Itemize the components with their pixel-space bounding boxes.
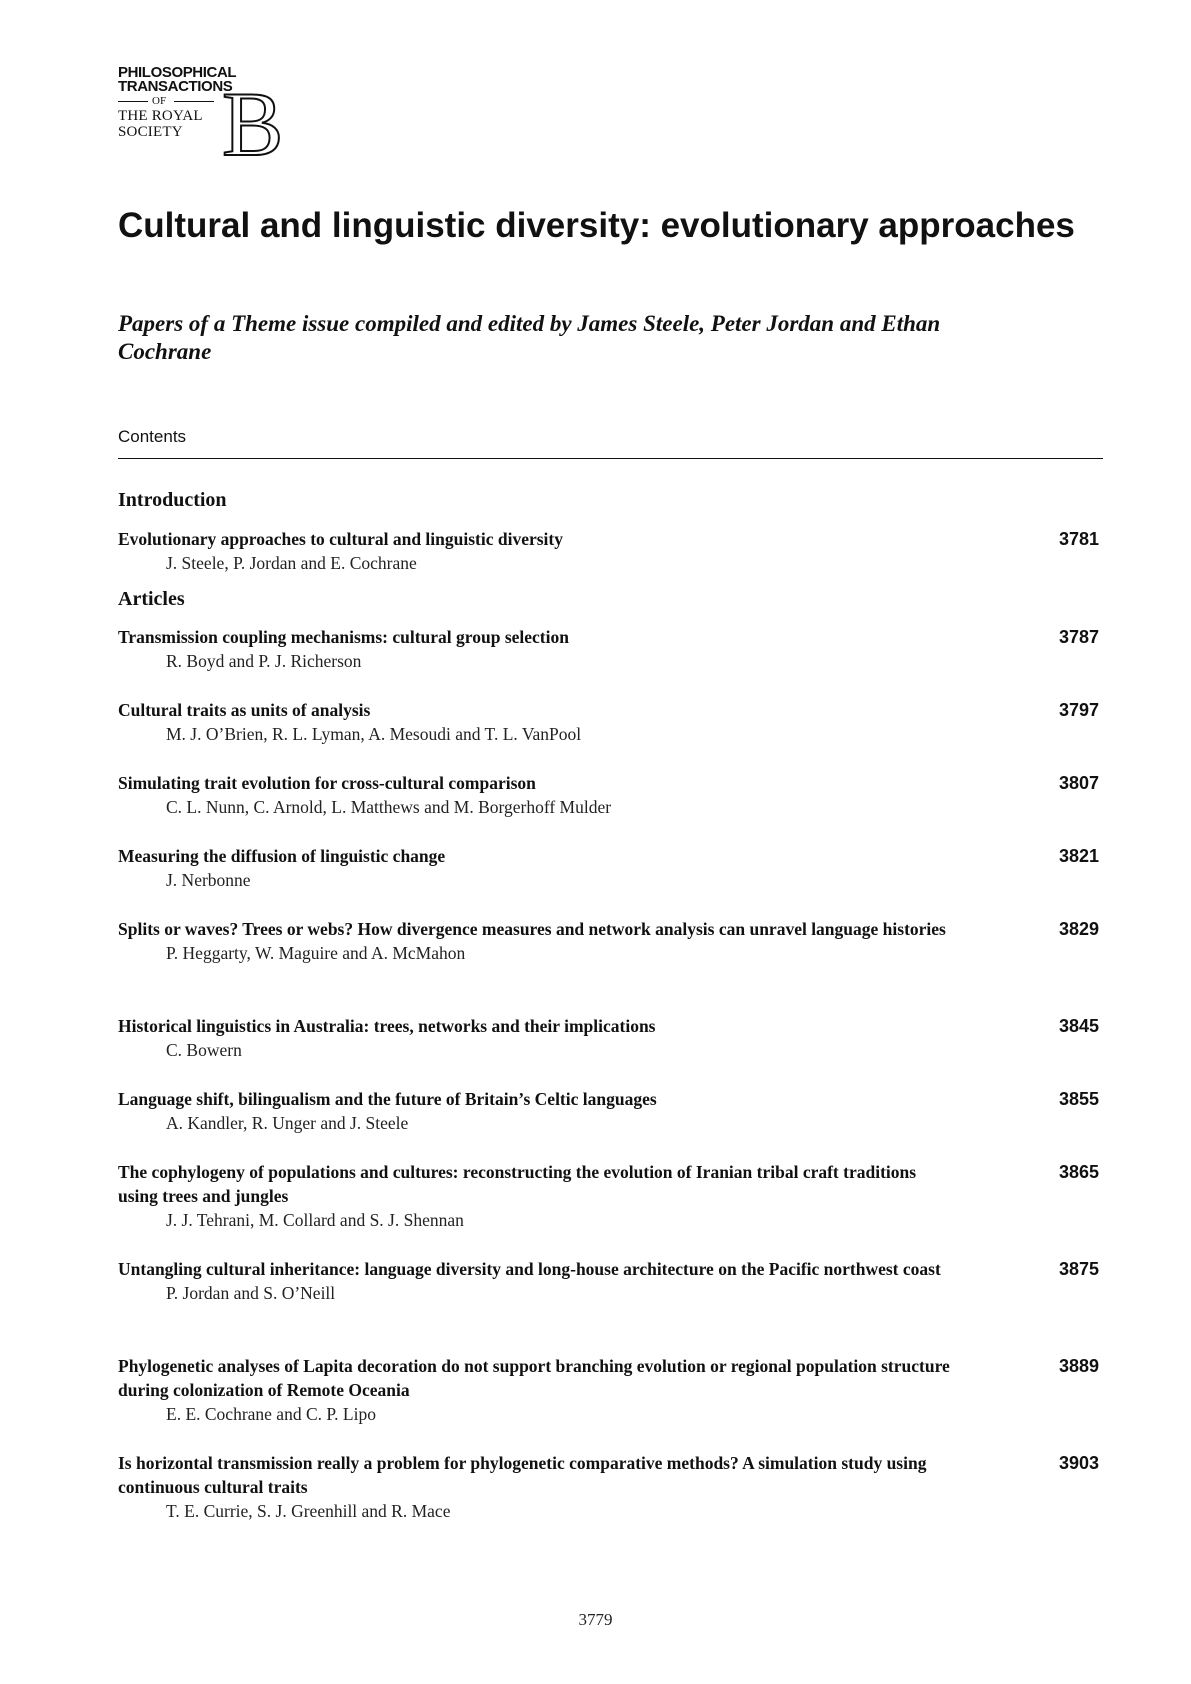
toc-entry-authors: C. L. Nunn, C. Arnold, L. Matthews and M. Borgerhoff Mulder — [166, 797, 612, 817]
logo-line-the-royal: THE ROYAL — [118, 108, 203, 124]
toc-entry[interactable] — [118, 698, 1103, 746]
journal-logo — [118, 64, 284, 175]
toc-entry[interactable] — [118, 527, 1103, 575]
section-heading-articles: Articles — [118, 588, 185, 610]
toc-entry[interactable] — [118, 1087, 1103, 1135]
logo-line-philosophical: PHILOSOPHICAL — [118, 64, 237, 81]
toc-entry-page: 3829 — [1058, 919, 1099, 939]
logo-of-text: OF — [152, 95, 167, 107]
toc-entry-title: Evolutionary approaches to cultural and linguistic diversity — [118, 529, 563, 549]
toc-entry-page: 3889 — [1058, 1356, 1099, 1376]
section-heading-introduction: Introduction — [118, 489, 227, 511]
toc-entry-authors: P. Jordan and S. O’Neill — [166, 1283, 336, 1303]
toc-entry-title: Is horizontal transmission really a problem for phylogenetic comparative methods? A simulation study using continuous cultural traits — [118, 1453, 927, 1497]
toc-entry-authors: C. Bowern — [166, 1040, 242, 1060]
contents-divider — [118, 458, 1103, 459]
toc-entry[interactable] — [118, 1160, 1103, 1232]
toc-entry-authors: J. Nerbonne — [166, 870, 251, 890]
toc-entry-title: Cultural traits as units of analysis — [118, 700, 371, 720]
toc-entry-authors: J. J. Tehrani, M. Collard and S. J. Shennan — [166, 1210, 464, 1230]
toc-entry[interactable] — [118, 1451, 1103, 1523]
toc-entry-page: 3781 — [1058, 529, 1099, 549]
toc-entry-authors: A. Kandler, R. Unger and J. Steele — [166, 1113, 409, 1133]
toc-entry-page: 3845 — [1058, 1016, 1099, 1036]
toc-entry-page: 3787 — [1058, 627, 1099, 647]
toc-entry-authors: P. Heggarty, W. Maguire and A. McMahon — [166, 943, 466, 963]
toc-entry-authors: T. E. Currie, S. J. Greenhill and R. Mace — [166, 1501, 451, 1521]
logo-line-of — [118, 94, 218, 108]
toc-entry-title: Phylogenetic analyses of Lapita decoration do not support branching evolution or regional population structure during colonization of Remote Oceania — [118, 1356, 950, 1400]
logo-line-transactions: TRANSACTIONS — [118, 78, 233, 95]
toc-entry[interactable] — [118, 1014, 1103, 1062]
toc-entry[interactable] — [118, 1257, 1103, 1305]
toc-entry-authors: R. Boyd and P. J. Richerson — [166, 651, 362, 671]
toc-entry-authors: J. Steele, P. Jordan and E. Cochrane — [166, 553, 417, 573]
toc-entry-page: 3865 — [1058, 1162, 1099, 1182]
logo-b-letter: B — [222, 73, 284, 175]
toc-entry-page: 3855 — [1058, 1089, 1099, 1109]
toc-entry-page: 3903 — [1058, 1453, 1099, 1473]
toc-entry-title: Untangling cultural inheritance: language diversity and long-house architecture on the Pacific northwest coast — [118, 1259, 941, 1279]
toc-entry-authors: E. E. Cochrane and C. P. Lipo — [166, 1404, 376, 1424]
toc-entry[interactable] — [118, 844, 1103, 892]
toc-entry-page: 3807 — [1058, 773, 1099, 793]
toc-entry-title: Splits or waves? Trees or webs? How divergence measures and network analysis can unravel language histories — [118, 919, 946, 939]
toc-entry[interactable] — [118, 625, 1103, 673]
logo-line-society: SOCIETY — [118, 124, 183, 140]
issue-title: Cultural and linguistic diversity: evolutionary approaches — [118, 206, 1075, 245]
toc-entry-title: Language shift, bilingualism and the future of Britain’s Celtic languages — [118, 1089, 657, 1109]
toc-entry-page: 3875 — [1058, 1259, 1099, 1279]
toc-entry-title: Measuring the diffusion of linguistic change — [118, 846, 446, 866]
toc-entry[interactable] — [118, 1354, 1103, 1426]
toc-entry-title: Historical linguistics in Australia: trees, networks and their implications — [118, 1016, 656, 1036]
issue-subtitle: Papers of a Theme issue compiled and edited by James Steele, Peter Jordan and Ethan Cochrane — [118, 311, 941, 364]
toc-entry-title: Transmission coupling mechanisms: cultural group selection — [118, 627, 569, 647]
toc-entry-title: The cophylogeny of populations and cultures: reconstructing the evolution of Iranian tribal craft traditions using trees and jungles — [118, 1162, 917, 1206]
toc-entry-page: 3797 — [1058, 700, 1099, 720]
toc-entry-page: 3821 — [1058, 846, 1099, 866]
contents-heading: Contents — [118, 427, 187, 446]
toc-entry-authors: M. J. O’Brien, R. L. Lyman, A. Mesoudi and T. L. VanPool — [166, 724, 582, 744]
toc-entry[interactable] — [118, 771, 1103, 819]
page-number: 3779 — [578, 1610, 613, 1629]
toc-entry-title: Simulating trait evolution for cross-cultural comparison — [118, 773, 536, 793]
toc-entry[interactable] — [118, 917, 1103, 965]
